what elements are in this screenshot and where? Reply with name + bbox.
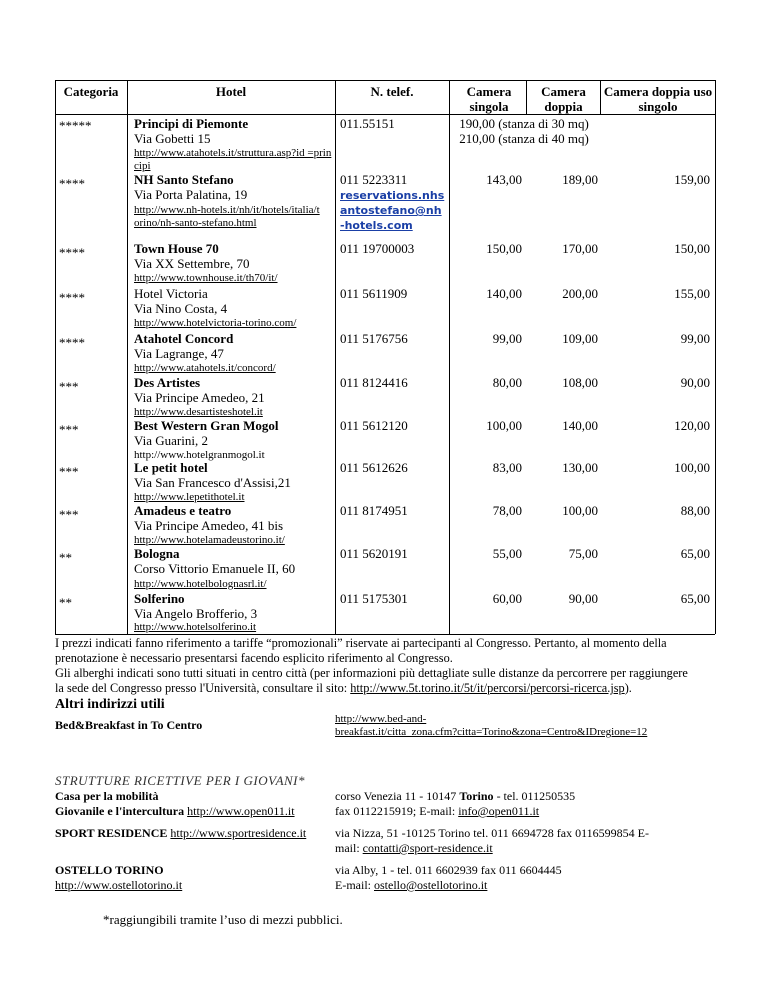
price-doppia-uso-singolo: 150,00 xyxy=(674,241,710,256)
hotel-phone: 011 5176756 xyxy=(340,331,408,346)
hotel-stars: **** xyxy=(59,176,85,191)
sport-residence-label: SPORT RESIDENCE xyxy=(55,826,168,840)
hotel-phone: 011 5223311 xyxy=(340,172,408,187)
hotel-name: Des Artistes xyxy=(134,375,201,390)
ostello-address-1: via Alby, 1 - tel. 011 6602939 fax 011 6604445 xyxy=(335,863,562,877)
price-doppia: 109,00 xyxy=(562,331,598,346)
price-singola: 143,00 xyxy=(486,172,522,187)
hotel-stars: *** xyxy=(59,464,79,479)
hotel-address: Via Porta Palatina, 19 xyxy=(134,187,248,202)
hotel-phone: 011 8124416 xyxy=(340,375,408,390)
hotel-url[interactable]: http://www.desartisteshotel.it xyxy=(134,406,263,418)
bb-url-1[interactable]: http://www.bed-and- xyxy=(335,713,427,725)
hotel-name: Bologna xyxy=(134,546,180,561)
price-doppia: 200,00 xyxy=(562,286,598,301)
price-singola: 140,00 xyxy=(486,286,522,301)
casa-mobilita-label: Casa per la mobilità xyxy=(55,789,159,803)
hotel-name: Atahotel Concord xyxy=(134,331,234,346)
sport-residence-row xyxy=(55,826,306,841)
price-doppia-uso-singolo: 99,00 xyxy=(680,331,710,346)
hotel-stars: **** xyxy=(59,245,85,260)
route-planner-link[interactable]: http://www.5t.torino.it/5t/it/percorsi/percorsi-ricerca.jsp xyxy=(350,681,625,695)
col-divider-3 xyxy=(335,80,336,634)
hotel-name: Town House 70 xyxy=(134,241,219,256)
strutture-title: STRUTTURE RICETTIVE PER I GIOVANI* xyxy=(55,773,306,788)
price-doppia: 130,00 xyxy=(562,460,598,475)
hotel-address: Corso Vittorio Emanuele II, 60 xyxy=(134,561,296,576)
sport-address-2 xyxy=(335,841,493,856)
hotel-phone: 011.55151 xyxy=(340,116,395,131)
hotel-url[interactable]: http://www.hotelbolognasrl.it/ xyxy=(134,578,267,590)
ostello-email-link[interactable]: ostello@ostellotorino.it xyxy=(374,878,488,892)
header-singola: Camera singola xyxy=(466,84,512,114)
casa-mobilita-line-2 xyxy=(55,804,295,819)
hotel-name: Le petit hotel xyxy=(134,460,208,475)
open011-link[interactable]: http://www.open011.it xyxy=(187,804,295,818)
notes-line-4-prefix: la sede del Congresso presso l'Università, consultare il sito: xyxy=(55,681,351,695)
hotel-address: Via Nino Costa, 4 xyxy=(134,301,228,316)
price-doppia: 108,00 xyxy=(562,375,598,390)
ostello-label: OSTELLO TORINO xyxy=(55,863,164,877)
hotel-address: Via Principe Amedeo, 41 bis xyxy=(134,518,284,533)
price-doppia-uso-singolo: 65,00 xyxy=(680,591,710,606)
casa-mobilita-label-2: Giovanile e l'intercultura xyxy=(55,804,185,818)
hotel-url[interactable]: http://www.hotelsolferino.it xyxy=(134,621,257,633)
sport-email-link[interactable]: contatti@sport-residence.it xyxy=(362,841,493,855)
hotel-phone: 011 5175301 xyxy=(340,591,408,606)
header-doppia: Camera doppia xyxy=(541,84,586,114)
casa-address-tel: - tel. 011250535 xyxy=(493,789,576,803)
col-divider-7 xyxy=(715,80,716,634)
notes-line-3: Gli alberghi indicati sono tutti situati in centro città (per informazioni più dettagliate sulle distanze da percorrere per raggiungere xyxy=(55,666,688,680)
hotel-url[interactable]: http://www.nh-hotels.it/nh/it/hotels/italia/torino/nh-santo-stefano.html xyxy=(134,204,320,229)
header-bottom-border xyxy=(55,114,715,115)
hotel-stars: *** xyxy=(59,422,79,437)
price-doppia-uso-singolo: 159,00 xyxy=(674,172,710,187)
hotel-phone: 011 5612120 xyxy=(340,418,408,433)
header-categoria: Categoria xyxy=(63,84,119,99)
price-singola: 83,00 xyxy=(492,460,522,475)
casa-address-street: corso Venezia 11 - 10147 xyxy=(335,789,460,803)
sport-address-1: via Nizza, 51 -10125 Torino tel. 011 6694728 fax 0116599854 E- xyxy=(335,826,649,840)
hotel-name: Solferino xyxy=(134,591,185,606)
notes-line-4-suffix: ). xyxy=(624,681,632,695)
price-doppia: 140,00 xyxy=(562,418,598,433)
price-doppia: 90,00 xyxy=(568,591,598,606)
header-doppia-uso-singolo: Camera doppia uso singolo xyxy=(603,84,713,114)
casa-address-city: Torino xyxy=(459,789,494,803)
price-singola: 150,00 xyxy=(486,241,522,256)
hotel-stars: **** xyxy=(59,335,85,350)
sport-mail-prefix: mail: xyxy=(335,841,363,855)
price-singola: 80,00 xyxy=(492,375,522,390)
altri-indirizzi-title: Altri indirizzi utili xyxy=(55,697,165,712)
ostello-link[interactable]: http://www.ostellotorino.it xyxy=(55,878,183,892)
col-divider-1 xyxy=(55,80,56,634)
price-singola: 60,00 xyxy=(492,591,522,606)
ostello-address-2 xyxy=(335,878,487,893)
casa-address-1 xyxy=(335,789,575,804)
price-doppia: 75,00 xyxy=(568,546,598,561)
casa-address-2 xyxy=(335,804,539,819)
table-bottom-border xyxy=(55,634,715,635)
hotel-url[interactable]: http://www.hotelvictoria-torino.com/ xyxy=(134,317,297,329)
price-singola: 100,00 xyxy=(486,418,522,433)
hotel-name: Best Western Gran Mogol xyxy=(134,418,279,433)
price-doppia-uso-singolo: 88,00 xyxy=(680,503,710,518)
price-doppia-uso-singolo: 90,00 xyxy=(680,375,710,390)
price-doppia-uso-singolo: 100,00 xyxy=(674,460,710,475)
hotel-url[interactable]: http://www.townhouse.it/th70/it/ xyxy=(134,272,278,284)
price-doppia-uso-singolo: 120,00 xyxy=(674,418,710,433)
hotel-name: Principi di Piemonte xyxy=(134,116,249,131)
hotel-url[interactable]: http://www.atahotels.it/concord/ xyxy=(134,362,276,374)
hotel-stars: ** xyxy=(59,595,72,610)
casa-email-link[interactable]: info@open011.it xyxy=(458,804,540,818)
table-top-border xyxy=(55,80,715,81)
bb-url-2[interactable]: breakfast.it/citta_zona.cfm?citta=Torino&zona=Centro&IDregione=12 xyxy=(335,726,648,738)
price-singola: 78,00 xyxy=(492,503,522,518)
hotel-address: Via San Francesco d'Assisi,21 xyxy=(134,475,291,490)
header-telefono: N. telef. xyxy=(370,84,414,99)
price-doppia-uso-singolo: 65,00 xyxy=(680,546,710,561)
price-singola: 99,00 xyxy=(492,331,522,346)
price-doppia: 170,00 xyxy=(562,241,598,256)
hotel-stars: ** xyxy=(59,550,72,565)
price-singola: 55,00 xyxy=(492,546,522,561)
hotel-email[interactable]: reservations.nhsantostefano@nh-hotels.com xyxy=(340,189,445,232)
hotel-phone: 011 5611909 xyxy=(340,286,408,301)
hotel-url[interactable]: http://www.hotelamadeustorino.it/ xyxy=(134,534,285,546)
hotel-phone: 011 8174951 xyxy=(340,503,408,518)
hotel-name: Hotel Victoria xyxy=(134,286,208,301)
hotel-url[interactable]: http://www.lepetithotel.it xyxy=(134,491,245,503)
hotel-phone: 011 5620191 xyxy=(340,546,408,561)
hotel-address: Via Angelo Brofferio, 3 xyxy=(134,606,258,621)
hotel-phone: 011 19700003 xyxy=(340,241,415,256)
header-hotel: Hotel xyxy=(215,84,247,99)
hotel-stars: *** xyxy=(59,379,79,394)
hotel-name: NH Santo Stefano xyxy=(134,172,234,187)
hotel-name: Amadeus e teatro xyxy=(134,503,232,518)
hotel-phone: 011 5612626 xyxy=(340,460,408,475)
hotel-stars: **** xyxy=(59,290,85,305)
hotel-url[interactable]: http://www.atahotels.it/struttura.asp?id =principi xyxy=(134,147,332,172)
ostello-mail-prefix: E-mail: xyxy=(335,878,374,892)
price-doppia: 100,00 xyxy=(562,503,598,518)
col-divider-2 xyxy=(127,80,128,634)
price-doppia: 189,00 xyxy=(562,172,598,187)
notes-line-4 xyxy=(55,681,632,696)
casa-fax: fax 0112215919; E-mail: xyxy=(335,804,459,818)
notes-line-1: I prezzi indicati fanno riferimento a tariffe “promozionali” riservate ai partecipanti al Congresso. Pertanto, al momento della xyxy=(55,636,667,650)
hotel-address: Via Principe Amedeo, 21 xyxy=(134,390,265,405)
price-note: 210,00 (stanza di 40 mq) xyxy=(459,131,589,146)
price-doppia-uso-singolo: 155,00 xyxy=(674,286,710,301)
hotel-address: Via Gobetti 15 xyxy=(134,131,211,146)
hotel-stars: ***** xyxy=(59,118,92,133)
hotel-address: Via Lagrange, 47 xyxy=(134,346,224,361)
footnote: *raggiungibili tramite l’uso di mezzi pubblici. xyxy=(103,912,343,927)
hotel-address: Via XX Settembre, 70 xyxy=(134,256,250,271)
price-note: 190,00 (stanza di 30 mq) xyxy=(459,116,589,131)
hotel-url[interactable]: http://www.hotelgranmogol.it xyxy=(134,449,265,461)
hotel-address: Via Guarini, 2 xyxy=(134,433,208,448)
notes-line-2: prenotazione è necessario presentarsi facendo esplicito riferimento al Congresso. xyxy=(55,651,453,665)
hotel-stars: *** xyxy=(59,507,79,522)
sport-residence-link[interactable]: http://www.sportresidence.it xyxy=(170,826,307,840)
bb-label: Bed&Breakfast in To Centro xyxy=(55,718,203,732)
